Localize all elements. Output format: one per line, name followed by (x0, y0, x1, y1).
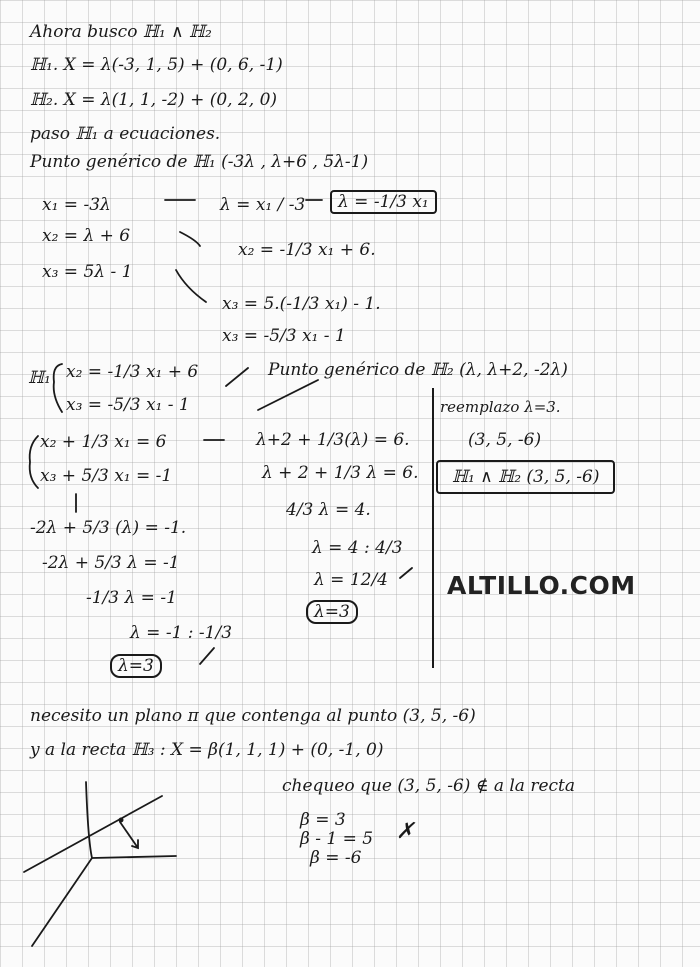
left-eq2: -2λ + 5/3 λ = -1 (42, 553, 180, 573)
line-h1-equation: ℍ₁. X = λ(-3, 1, 5) + (0, 6, -1) (30, 55, 283, 75)
mid-eq3: 4/3 λ = 4. (286, 500, 371, 520)
arrow-icon (258, 380, 318, 410)
check-icon (226, 368, 248, 386)
sketch-line (32, 782, 92, 946)
left-result-boxed: λ=3 (110, 654, 162, 678)
right-intersection-boxed: ℍ₁ ∧ ℍ₂ (3, 5, -6) (436, 460, 615, 494)
line-generic-point-h2: Punto genérico de ℍ₂ (λ, λ+2, -2λ) (268, 360, 568, 380)
plane-statement: necesito un plano π que contenga al punto (3, 5, -6) (30, 706, 476, 726)
line-paso: paso ℍ₁ a ecuaciones. (30, 124, 221, 144)
line-h3-equation: y a la recta ℍ₃ : X = β(1, 1, 1) + (0, -1, 0) (30, 740, 384, 760)
mid-result-boxed: λ=3 (306, 600, 358, 624)
left-eq4: λ = -1 : -1/3 (130, 623, 233, 643)
system-h1-eq1: x₂ = -1/3 x₁ + 6 (66, 362, 199, 382)
right-point: (3, 5, -6) (468, 430, 542, 450)
left-eq1: -2λ + 5/3 (λ) = -1. (30, 518, 187, 538)
sketch-line (24, 796, 162, 872)
divider-line (432, 388, 434, 668)
system-eq1: x₂ + 1/3 x₁ = 6 (40, 432, 167, 452)
heading-line: Ahora busco ℍ₁ ∧ ℍ₂ (30, 22, 212, 42)
brace-icon (54, 364, 62, 412)
eq-x2: x₂ = λ + 6 (42, 226, 131, 246)
eq-x3: x₃ = 5λ - 1 (42, 262, 133, 282)
system-eq2: x₃ + 5/3 x₁ = -1 (40, 466, 173, 486)
beta-eq3: β = -6 (310, 848, 362, 868)
eq-x3-subst: x₃ = 5.(-1/3 x₁) - 1. (222, 294, 381, 314)
system-h1-label: ℍ₁ (28, 368, 51, 388)
eq-x2-subst: x₂ = -1/3 x₁ + 6. (238, 240, 376, 260)
mid-eq4: λ = 4 : 4/3 (312, 538, 403, 558)
eq-lambda-fraction: λ = x₁ / -3 (220, 195, 306, 215)
mid-eq1: λ+2 + 1/3(λ) = 6. (256, 430, 410, 450)
check-icon (200, 648, 214, 664)
brace-icon (30, 436, 38, 488)
point-marker-icon (119, 818, 124, 823)
mid-eq5: λ = 12/4 (314, 570, 389, 590)
arrow-icon (120, 822, 138, 848)
beta-eq1: β = 3 (300, 810, 346, 830)
right-reemplazo: reemplazo λ=3. (440, 398, 561, 416)
eq-lambda-boxed: λ = -1/3 x₁ (330, 190, 437, 214)
eq-x1: x₁ = -3λ (42, 195, 111, 215)
eq-x3-result: x₃ = -5/3 x₁ - 1 (222, 326, 346, 346)
beta-eq2: β - 1 = 5 (300, 829, 374, 849)
line-h2-equation: ℍ₂. X = λ(1, 1, -2) + (0, 2, 0) (30, 90, 278, 110)
left-eq3: -1/3 λ = -1 (86, 588, 177, 608)
check-statement: chequeo que (3, 5, -6) ∉ a la recta (282, 776, 576, 796)
check-icon (400, 568, 412, 578)
arrow-icon (176, 270, 206, 302)
arrow-icon (180, 232, 200, 246)
cross-mark-icon: ✗ (396, 819, 415, 844)
sketch-line (92, 856, 176, 858)
line-generic-point-h1: Punto genérico de ℍ₁ (-3λ , λ+6 , 5λ-1) (30, 152, 369, 172)
watermark: ALTILLO.COM (447, 571, 636, 600)
mid-eq2: λ + 2 + 1/3 λ = 6. (262, 463, 419, 483)
system-h1-eq2: x₃ = -5/3 x₁ - 1 (66, 395, 190, 415)
